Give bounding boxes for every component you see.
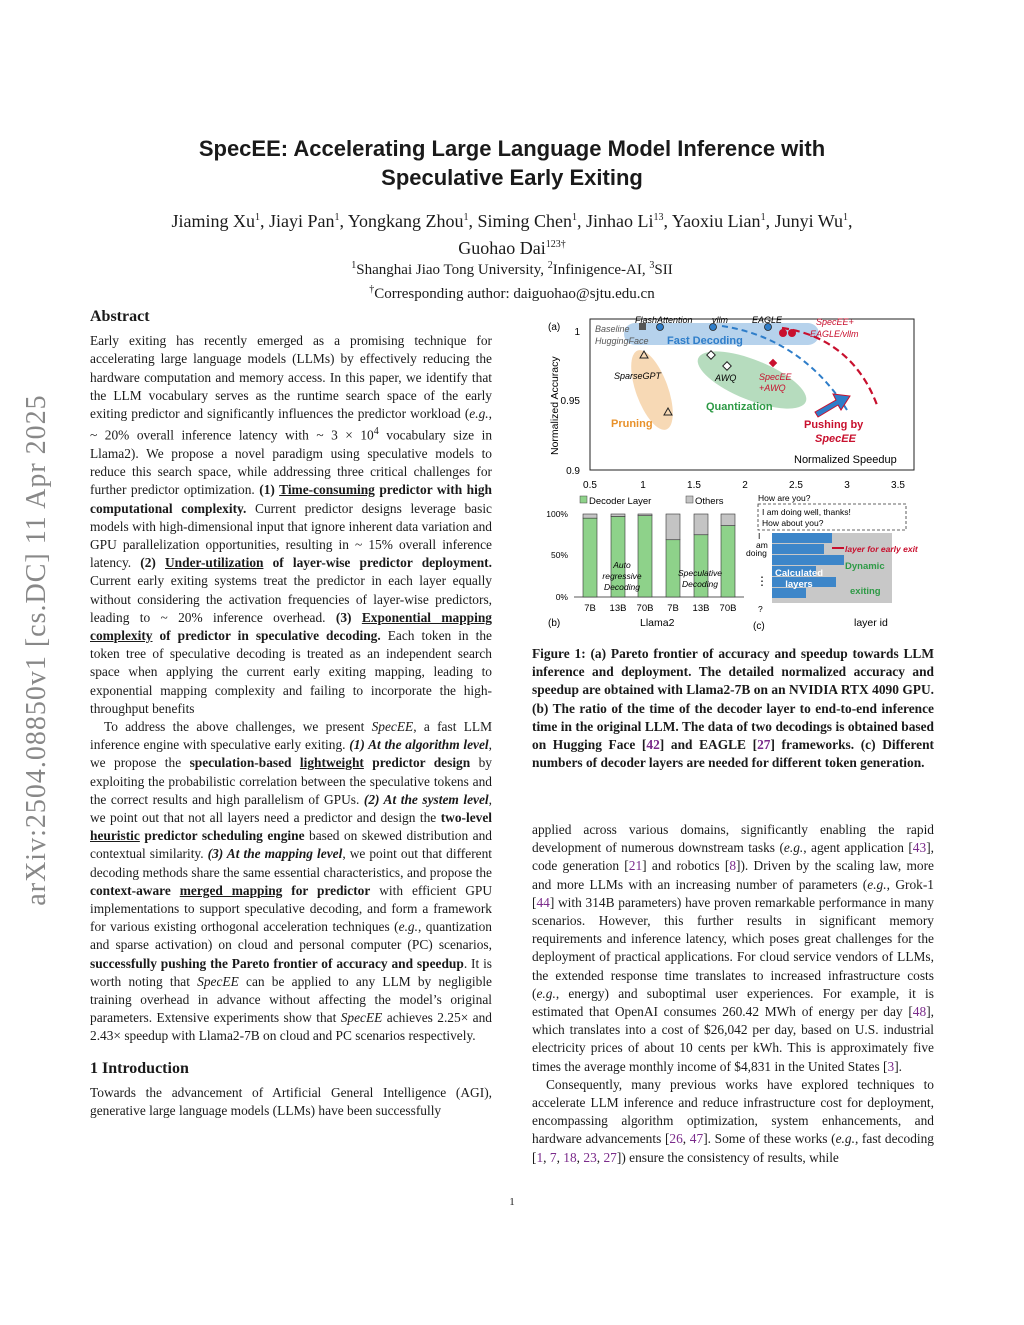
affil-sup: † [369, 284, 375, 295]
abstract-paragraph-1: Early exiting has recently emerged as a promising technique for accelerating large language models (LLMs) by effectively reducing the hardware computation and memory access. In this paper, we identify that the LLM vocabulary serves as the runtime search space of the early exiting predictor and significantly influences the predictor workload (e.g., ~ 20% overall inference latency with ~ $3 \times 10^4$ vocabulary size in Llama2). We propose a novel paradigm using speculative models to reduce this search space, while addressing three critical challenges for further predictor optimization. (1) Time-consuming predictor with high computational complexity. Current predictor designs leverage basic models with high-dimensional input that ignore inherent data variation and GPU parallelization opportunities, resulting in ~ 15% overall inference latency. (2) Under-utilization of layer-wise predictor deployment. Current early exiting systems treat the predictor in each layer equally without considering the activation frequencies of layer-wise predictors, leading to ~ 20% inference overhead. (3) Exponential mapping complexity of predictor in speculative decoding. Each token in the token tree of speculative decoding is treated as an independent search space when applying the current early exiting mapping, leading to exponential mapping complexity and failing to incorporate the high-throughput benefits [90, 333, 493, 716]
label-pushing: Pushing by [804, 419, 864, 431]
exiting-label: exiting [850, 586, 881, 597]
author-sup: 1 [572, 212, 578, 223]
x-tick: 2.5 [789, 480, 803, 491]
paper-title [90, 134, 934, 192]
arxiv-stamp [8, 350, 66, 950]
layer-row [772, 555, 844, 565]
b-x-tick: 70B [719, 603, 737, 614]
bar-decoder-layer [721, 526, 735, 597]
token-text: I am doing well, thanks! [762, 507, 851, 517]
group-auto: regressive [602, 571, 642, 581]
y-tick: 1 [574, 327, 580, 338]
specee-vllm-marker [788, 329, 796, 337]
group-spec: Speculative [678, 568, 722, 578]
token-text: I [758, 531, 761, 541]
legend-others-swatch [686, 496, 693, 503]
label-specee-eagle-2: EAGLE/vllm [810, 329, 859, 339]
author-name: Siming Chen [477, 211, 573, 231]
x-tick: 3.5 [891, 480, 905, 491]
affil-text: SII [654, 262, 673, 278]
c-x-label: layer id [854, 617, 888, 629]
b-x-tick: 7B [584, 603, 596, 614]
author-sup: 1 [463, 212, 469, 223]
b-y-tick: 0% [555, 592, 568, 602]
author-sup: 13 [653, 212, 664, 223]
legend-others: Others [695, 496, 724, 507]
x-axis-label: Normalized Speedup [794, 454, 897, 466]
bar-decoder-layer [583, 518, 597, 597]
corresponding-author: Corresponding author: daiguohao@sjtu.edu.cn [374, 286, 655, 302]
panel-a-label: (a) [548, 322, 561, 333]
y-axis-label: Normalized Accuracy [549, 356, 561, 455]
label-sparsegpt: SparseGPT [614, 371, 662, 381]
legend-decoder: Decoder Layer [589, 496, 652, 507]
y-tick: 0.9 [566, 466, 580, 477]
label-pruning: Pruning [611, 418, 653, 430]
right-paragraph-2: Consequently, many previous works have explored techniques to accelerate LLM inference and reduce infrastructure cost for deployment, encompassing algorithm optimization, system enhancements, and hardware advancements [26, 47]. Some of these works (e.g., fast decoding [1, 7, 18, 23, 27]) ensure the consistency of results, while [532, 1076, 934, 1165]
x-tick: 2 [742, 480, 748, 491]
label-vllm: vllm [712, 315, 728, 325]
abstract-paragraph-2: To address the above challenges, we present SpecEE, a fast LLM inference engine with speculative early exiting. (1) At the algorithm level, we propose the speculation-based lightweight predictor design by exploiting the probabilistic correlation between the speculative tokens and the correct results and high parallelism of GPUs. (2) At the system level, we point out that not all layers need a predictor and design the two-level heuristic predictor scheduling engine based on skewed distribution and contextual similarity. (3) At the mapping level, we point out that different decoding methods share the same essential characteristics, and propose the context-aware merged mapping for predictor with efficient GPU implementations to support speculative decoding, and form a framework for various existing orthogonal acceleration techniques (e.g., quantization and sparse activation) on cloud and personal computer (PC) scenarios, successfully pushing the Pareto frontier of accuracy and speedup. It is worth noting that SpecEE can be applied to any LLM by negligible training overhead in advance without affecting the model’s original parameters. Extensive experiments show that SpecEE achieves 2.25× and 2.43× speedup with Llama2-7B on cloud and PC scenarios respectively. [90, 718, 493, 1044]
author-name: Guohao Dai [458, 238, 546, 258]
x-tick: 0.5 [583, 480, 597, 491]
label-specee-eagle: SpecEE+ [816, 317, 854, 327]
label-flashattention: FlashAttention [635, 315, 693, 325]
specee-awq-marker [769, 359, 777, 367]
abstract-heading: Abstract [90, 308, 150, 325]
figure-caption: Figure 1: (a) Pareto frontier of accuracy and speedup towards LLM inference and deployment. The detailed normalized accuracy and speedup are obtained with Llama2-7B on an NVIDIA RTX 4090 GPU. (b) The ratio of the time of the decoder layer to end-to-end inference time in the original LLM. The data of two decodings is obtained based on Hugging Face [42] and EAGLE [27] frameworks. (c) Different numbers of decoder layers are needed for different token generation. [532, 646, 935, 771]
b-x-ticks [584, 603, 736, 614]
specee-eagle-marker [779, 329, 787, 337]
token-text: How about you? [762, 518, 824, 528]
intro-heading: 1 Introduction [90, 1059, 189, 1077]
title-line-1: SpecEE: Accelerating Large Language Model Inference with [198, 136, 826, 161]
author-sup: 1 [254, 212, 260, 223]
exit-label: layer for early exit [845, 544, 918, 554]
author-sup: 1 [334, 212, 340, 223]
bar-others [638, 514, 652, 516]
x-tick: 3 [844, 480, 850, 491]
affil-sup: 3 [649, 260, 655, 271]
x-tick: 1 [640, 480, 646, 491]
left-column [90, 308, 492, 1120]
bar-decoder-layer [638, 516, 652, 597]
layer-row [772, 533, 832, 543]
author-name: Jinhao Li [586, 211, 654, 231]
author-sup: 1 [760, 212, 766, 223]
b-x-tick: 7B [667, 603, 679, 614]
label-huggingface: HuggingFace [595, 336, 649, 346]
x-tick: 1.5 [687, 480, 701, 491]
y-tick: 0.95 [560, 396, 580, 407]
layer-row [772, 544, 824, 554]
x-ticks [583, 480, 905, 491]
intro-paragraph-1: Towards the advancement of Artificial General Intelligence (AGI), generative large language models (LLMs) have been successfully [90, 1084, 492, 1118]
panel-c-label: (c) [753, 621, 765, 632]
author-name: Yongkang Zhou [347, 211, 464, 231]
author-name: Jiayi Pan [268, 211, 335, 231]
token-text: doing [746, 548, 767, 558]
bar-others [721, 514, 735, 526]
label-eagle: EAGLE [752, 315, 783, 325]
token-ellipsis: ⋮ [756, 574, 768, 588]
title-line-2: Speculative Early Exiting [381, 165, 643, 190]
affil-sup: 1 [351, 260, 357, 271]
author-name: Yaoxiu Lian [671, 211, 761, 231]
panel-b-label: (b) [548, 618, 561, 629]
token-text: ? [758, 604, 763, 614]
b-x-tick: 70B [636, 603, 654, 614]
bar-others [694, 514, 708, 535]
label-awq: AWQ [715, 373, 737, 383]
author-list: Jiaming Xu$^1$, Jiayi Pan$^1$, Yongkang Zhou$^1$, Siming Chen$^1$, Jinhao Li$^{13}$, Yaoxiu Lian$^1$, Junyi Wu$^1$, Guohao Dai$^{123\dagger}$ [171, 211, 853, 258]
bar-others [666, 514, 680, 540]
b-y-tick: 50% [550, 550, 568, 560]
calc-label: Calculated [774, 568, 824, 579]
label-pushing-2: SpecEE [815, 433, 856, 445]
group-auto: Auto [613, 560, 631, 570]
affil-text: Shanghai Jiao Tong University, [356, 262, 548, 278]
group-spec: Decoding [682, 579, 718, 589]
affiliations [90, 256, 934, 304]
right-column [532, 821, 934, 1167]
bar-others [583, 514, 597, 518]
right-paragraph-1: applied across various domains, significantly enabling the rapid development of numerous downstream tasks (e.g., agent application [43], code generation [21] and robotics [8]). Driven by the scaling law, more and more LLMs with an increasing number of parameters (e.g., Grok-1 [44] with 314B parameters) have proven remarkable performance in many scenarios. However, this further results in significant memory requirements and inference latency, which poses great challenges for the deployment of practical applications. For cloud service vendors of LLMs, the extended response time translates to increased infrastructure costs (e.g., energy) and suboptimal user experiences. For example, it is estimated that OpenAI consumes 260.42 MWh of energy per day [48], which translates into a cost of $26,042 per day, based on U.S. industrial electricity prices of about 10 cents per kWh. This is approximately five times the average monthly income of $4,831 in the United States [3]. [532, 822, 934, 1074]
b-x-tick: 13B [692, 603, 710, 614]
affil-text: Infinigence-AI, [552, 262, 650, 278]
affil-sup: 2 [547, 260, 553, 271]
calc-label: layers [785, 579, 813, 590]
dynamic-label: Dynamic [845, 561, 885, 572]
b-x-label: Llama2 [640, 617, 675, 629]
b-y-tick: 100% [546, 509, 568, 519]
label-quantization: Quantization [706, 401, 773, 413]
group-auto: Decoding [604, 582, 640, 592]
author-sup: 123† [545, 239, 566, 250]
token-text: am [756, 540, 768, 550]
page-number: 1 [509, 1196, 515, 1208]
author-name: Jiaming Xu [171, 211, 255, 231]
author-sup: 1 [843, 212, 849, 223]
label-baseline: Baseline [595, 324, 630, 334]
legend-decoder-swatch [580, 496, 587, 503]
label-specee-awq: SpecEE [759, 372, 792, 382]
arxiv-id: arXiv:2504.08850v1 [cs.DC] 11 Apr 2025 [21, 394, 52, 906]
b-x-tick: 13B [609, 603, 627, 614]
token-text: How are you? [758, 493, 811, 503]
bar-others [611, 514, 625, 516]
label-specee-awq-2: +AWQ [759, 383, 786, 393]
label-fast-decoding: Fast Decoding [667, 335, 743, 347]
figure-1 [532, 310, 934, 640]
author-name: Junyi Wu [774, 211, 844, 231]
